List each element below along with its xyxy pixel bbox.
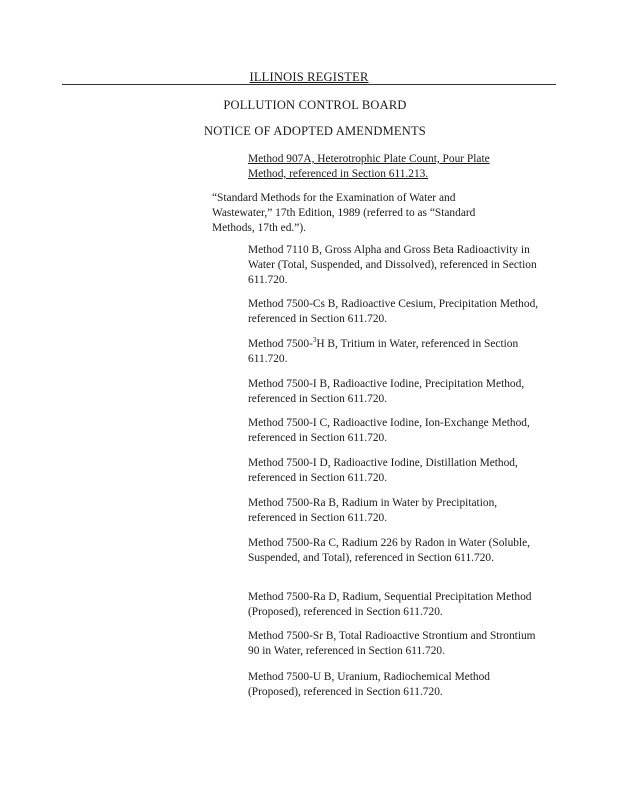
method-7500-i-d-entry: Method 7500-I D, Radioactive Iodine, Distillation Method, referenced in Section 611.720.: [248, 457, 518, 484]
method-7500-i-c-entry: Method 7500-I C, Radioactive Iodine, Ion-Exchange Method, referenced in Section 611.720.: [248, 417, 530, 444]
board-name: POLLUTION CONTROL BOARD: [223, 98, 407, 112]
method-7500-ra-d-entry: Method 7500-Ra D, Radium, Sequential Precipitation Method (Proposed), referenced in Section 611.720.: [248, 591, 532, 618]
method-7500-3h-b-suffix: H B, Tritium in Water, referenced in Section 611.720.: [248, 338, 519, 365]
method-7500-sr-b-entry: Method 7500-Sr B, Total Radioactive Strontium and Strontium 90 in Water, referenced in Section 611.720.: [248, 630, 536, 657]
method-7500-cs-b-entry: Method 7500-Cs B, Radioactive Cesium, Precipitation Method, referenced in Section 611.720.: [248, 298, 539, 325]
register-title: ILLINOIS REGISTER: [249, 70, 369, 84]
notice-heading: NOTICE OF ADOPTED AMENDMENTS: [204, 124, 426, 138]
standard-methods-reference: “Standard Methods for the Examination of Water and Wastewater,” 17th Edition, 1989 (referred to as “Standard Methods, 17th ed.”).: [212, 192, 476, 234]
method-7500-ra-b-entry: Method 7500-Ra B, Radium in Water by Precipitation, referenced in Section 611.720.: [248, 497, 498, 524]
method-7500-u-b-entry: Method 7500-U B, Uranium, Radiochemical Method (Proposed), referenced in Section 611.720.: [248, 671, 491, 698]
method-7110b-entry: Method 7110 B, Gross Alpha and Gross Beta Radioactivity in Water (Total, Suspended, and Dissolved), referenced in Section 611.720.: [248, 244, 537, 286]
method-907a-line-2: Method, referenced in Section 611.213.: [248, 168, 429, 180]
method-907a-entry: [248, 152, 544, 182]
method-7500-i-b-entry: Method 7500-I B, Radioactive Iodine, Precipitation Method, referenced in Section 611.720.: [248, 378, 525, 405]
method-7500-ra-c-entry: Method 7500-Ra C, Radium 226 by Radon in Water (Soluble, Suspended, and Total), referenced in Section 611.720.: [248, 537, 531, 564]
method-7500-3h-b-superscript: 3: [312, 336, 317, 345]
method-907a-line-1: Method 907A, Heterotrophic Plate Count, Pour Plate: [248, 153, 490, 165]
method-7500-3h-b-prefix: Method 7500-: [248, 338, 313, 350]
method-7500-3h-b-entry: [248, 337, 544, 367]
header-rule: [62, 84, 556, 85]
